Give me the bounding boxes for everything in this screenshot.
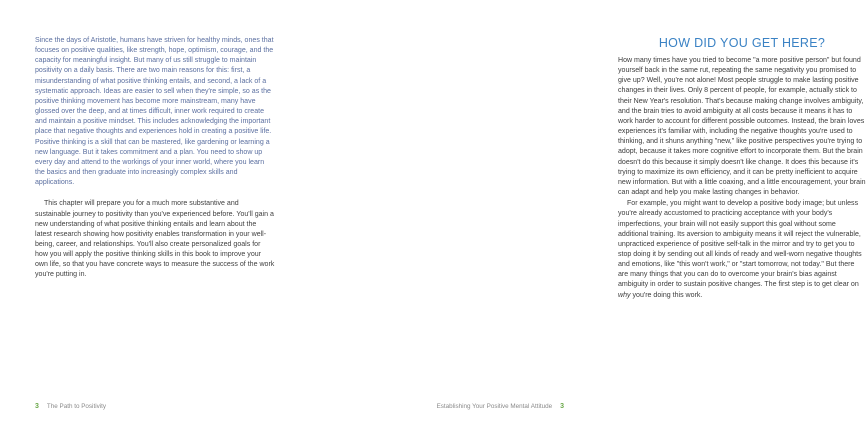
section-heading: HOW DID YOU GET HERE? (658, 36, 826, 50)
right-page (300, 0, 866, 426)
paragraph-text-end: you're doing this work. (630, 291, 703, 299)
left-page-body (35, 36, 275, 281)
right-page-body (618, 56, 866, 301)
left-page-number: 3 (35, 403, 39, 410)
chapter-overview-paragraph: This chapter will prepare you for a much more substantive and sustainable journey to positivity than you've experienced before. You'll gain a new understanding of what positive thinking entails and learn about the latest research showing how positivity enables transformation in your well-being, career, and relationships. You'll also create personalized goals for how you will apply the positive thinking skills in this book to improve your own life, so that you have concrete ways to measure the success of the work you're putting in. (35, 200, 275, 279)
left-running-footer: The Path to Positivity (46, 403, 107, 410)
intro-paragraph: Since the days of Aristotle, humans have striven for healthy minds, ones that focuses on positive qualities, like strength, hope, optimism, courage, and the capacity for meaningful insight. But many of us still struggle to maintain positivity on a daily basis. There are two main reasons for this: first, a misunderstanding of what positive thinking entails, and second, a lack of a systematic approach. Ideas are easier to sell when they're simple, so as the positive thinking movement has become more mainstream, many have glossed over the deep, and at times difficult, inner work required to create and maintain a positive mindset. This includes acknowledging the important place that negative thoughts and experiences hold in creating a positive life. Positive thinking is a skill that can be mastered, like gardening or learning a new language. But it takes commitment and a plan. You need to show up every day and attend to the workings of your inner world, where you learn the basics and then graduate into increasingly complex skills and applications. (35, 37, 274, 187)
body-paragraph-example (618, 199, 866, 301)
right-running-footer: Establishing Your Positive Mental Attitude (436, 403, 553, 410)
right-page-footer (437, 403, 564, 410)
left-page (0, 0, 300, 426)
emphasis-text: why (618, 291, 631, 299)
right-page-number: 3 (560, 403, 564, 410)
paragraph-text: For example, you might want to develop a positive body image; but unless you're already accustomed to practicing acceptance with your body's imperfections, your brain will not easily support this goal without some additional training. Its aversion to ambiguity means it will reject the vulnerable, unpracticed experience of positive self-talk in the mirror and try to get you to stop doing it by sending out all kinds of ready and well-worn negative thoughts and emotions, like "this won't work," or "start tomorrow, not today." But there are many things that you can do to overcome your brain's bias against ambiguity in order to sustain positive changes. The first step is to get clear on (618, 200, 862, 289)
left-page-footer (35, 403, 106, 410)
body-paragraph: How many times have you tried to become "a more positive person" but found yourself back in the same rut, repeating the same negativity you promised to give up? Well, you're not alone! Most people struggle to make lasting positive changes in their lives. Only 8 percent of people, for example, actually stick to their New Year's resolution. That's because making change involves ambiguity, and the brain tries to avoid ambiguity at all costs because it means it has to work harder to account for different possible outcomes. Instead, the brain loves experiences it's familiar with, including the negative thoughts you're used to thinking, and it shuns anything "new," like positive perspectives you're trying to adopt, because it takes more cognitive effort to incorporate them. But the brain doesn't do this because it simply doesn't like change. It does this because it's trying to maximize its own efficiency, and it can be pretty inefficient to acquire new information. But with a little coaxing, and a little encouragement, your brain can adapt and help you make lasting changes in behavior. (618, 57, 866, 197)
